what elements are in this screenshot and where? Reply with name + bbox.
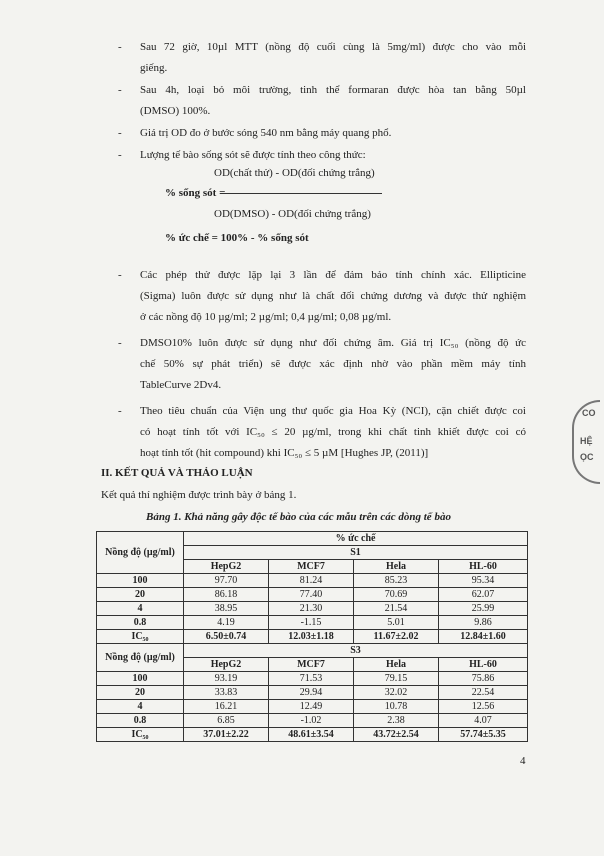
value-cell: 4.07 — [439, 714, 528, 728]
bullet-line: Sau 72 giờ, 10µl MTT (nồng độ cuối cùng là 5mg/ml) được cho vào mỗi — [140, 41, 526, 53]
value-cell: 70.69 — [354, 588, 439, 602]
value-cell: 12.49 — [269, 700, 354, 714]
column-header-cell: Hela — [354, 658, 439, 672]
value-cell: 57.74±5.35 — [439, 728, 528, 742]
concentration-cell: IC₅₀ — [97, 630, 184, 644]
table-row — [97, 714, 528, 728]
bullet-line: giếng. — [140, 62, 168, 74]
bullet-line: (DMSO) 100%. — [140, 105, 211, 117]
concentration-cell: 20 — [97, 686, 184, 700]
value-cell: 2.38 — [354, 714, 439, 728]
value-cell: 71.53 — [269, 672, 354, 686]
value-cell: 38.95 — [184, 602, 269, 616]
value-cell: 6.50±0.74 — [184, 630, 269, 644]
column-header-cell: Hela — [354, 560, 439, 574]
concentration-cell: 100 — [97, 672, 184, 686]
value-cell: 48.61±3.54 — [269, 728, 354, 742]
value-cell: 11.67±2.02 — [354, 630, 439, 644]
row-header-cell: Nồng độ (µg/ml) — [97, 532, 184, 574]
sample-header-cell: S1 — [184, 546, 528, 560]
column-header-cell: HepG2 — [184, 560, 269, 574]
stamp-text: ỌC — [580, 452, 594, 462]
value-cell: 43.72±2.54 — [354, 728, 439, 742]
column-header-cell: MCF7 — [269, 658, 354, 672]
value-cell: 21.54 — [354, 602, 439, 616]
bullet-line: ở các nồng độ 10 µg/ml; 2 µg/ml; 0,4 µg/ml; 0,08 µg/ml. — [140, 311, 392, 323]
concentration-cell: 4 — [97, 602, 184, 616]
value-cell: 32.02 — [354, 686, 439, 700]
table-row — [97, 602, 528, 616]
bullet-dash: - — [118, 127, 122, 139]
table-row — [97, 672, 528, 686]
value-cell: 81.24 — [269, 574, 354, 588]
row-header-cell: Nồng độ (µg/ml) — [97, 644, 184, 672]
sample-header-cell: S3 — [184, 644, 528, 658]
table-header-row — [97, 532, 528, 546]
column-header-cell: HepG2 — [184, 658, 269, 672]
group-header-cell: % ức chế — [184, 532, 528, 546]
value-cell: 37.01±2.22 — [184, 728, 269, 742]
table-caption: Bảng 1. Khả năng gây độc tế bào của các mẫu trên các dòng tế bào — [146, 511, 451, 523]
value-cell: 12.03±1.18 — [269, 630, 354, 644]
bullet-dash: - — [118, 41, 122, 53]
bullet-dash: - — [118, 149, 122, 161]
value-cell: 85.23 — [354, 574, 439, 588]
bullet-line: Các phép thử được lặp lại 3 lần để đảm bảo tính chính xác. Ellipticine — [140, 269, 526, 281]
value-cell: -1.15 — [269, 616, 354, 630]
value-cell: 33.83 — [184, 686, 269, 700]
table-header-row — [97, 644, 528, 658]
value-cell: 62.07 — [439, 588, 528, 602]
value-cell: 6.85 — [184, 714, 269, 728]
intro-text: Kết quả thí nghiệm được trình bày ở bảng 1. — [101, 489, 297, 501]
formula-numerator: OD(chất thử) - OD(đối chứng trắng) — [214, 167, 375, 179]
concentration-cell: 20 — [97, 588, 184, 602]
value-cell: 93.19 — [184, 672, 269, 686]
results-table — [96, 531, 528, 742]
concentration-cell: 0.8 — [97, 616, 184, 630]
value-cell: 95.34 — [439, 574, 528, 588]
bullet-dash: - — [118, 337, 122, 349]
formula-denominator: OD(DMSO) - OD(đối chứng trắng) — [214, 208, 371, 220]
bullet-line: (Sigma) luôn được sử dụng như là chất đối chứng dương và được thử nghiệm — [140, 290, 526, 302]
concentration-cell: 0.8 — [97, 714, 184, 728]
value-cell: 86.18 — [184, 588, 269, 602]
bullet-line: TableCurve 2Dv4. — [140, 379, 222, 391]
bullet-line: có hoạt tính tốt với IC₅₀ ≤ 20 µg/ml, trong khi chất tinh khiết được coi có — [140, 426, 526, 438]
value-cell: 5.01 — [354, 616, 439, 630]
value-cell: 75.86 — [439, 672, 528, 686]
column-header-cell: HL-60 — [439, 658, 528, 672]
bullet-line: chế 50% sự phát triển) sẽ được xác định nhờ vào phần mềm máy tính — [140, 358, 526, 370]
bullet-line: DMSO10% luôn được sử dụng như đối chứng âm. Giá trị IC₅₀ (nồng độ ức — [140, 337, 526, 349]
value-cell: 29.94 — [269, 686, 354, 700]
value-cell: 79.15 — [354, 672, 439, 686]
value-cell: -1.02 — [269, 714, 354, 728]
formula-inhibition: % ức chế = 100% - % sống sót — [165, 232, 309, 244]
concentration-cell: IC₅₀ — [97, 728, 184, 742]
value-cell: 12.56 — [439, 700, 528, 714]
table-row — [97, 574, 528, 588]
bullet-dash: - — [118, 405, 122, 417]
stamp-text: HỆ — [580, 436, 593, 446]
value-cell: 77.40 — [269, 588, 354, 602]
page-number: 4 — [520, 755, 526, 767]
table-row — [97, 588, 528, 602]
concentration-cell: 100 — [97, 574, 184, 588]
value-cell: 9.86 — [439, 616, 528, 630]
stamp-text: CO — [582, 408, 596, 418]
value-cell: 22.54 — [439, 686, 528, 700]
value-cell: 10.78 — [354, 700, 439, 714]
table-row — [97, 630, 528, 644]
table-row — [97, 700, 528, 714]
bullet-line: Sau 4h, loại bỏ môi trường, tinh thể formaran được hòa tan bằng 50µl — [140, 84, 526, 96]
fraction-bar — [220, 193, 382, 194]
bullet-line: Giá trị OD đo ở bước sóng 540 nm bằng máy quang phổ. — [140, 127, 392, 139]
bullet-line: Theo tiêu chuẩn của Viện ung thư quốc gia Hoa Kỳ (NCI), cặn chiết được coi — [140, 405, 526, 417]
value-cell: 97.70 — [184, 574, 269, 588]
bullet-line: hoạt tính tốt (hit compound) khi IC₅₀ ≤ 5 µM [Hughes JP, (2011)] — [140, 447, 429, 459]
value-cell: 25.99 — [439, 602, 528, 616]
formula-lhs: % sống sót = — [165, 187, 226, 199]
column-header-cell: MCF7 — [269, 560, 354, 574]
value-cell: 4.19 — [184, 616, 269, 630]
section-heading: II. KẾT QUẢ VÀ THẢO LUẬN — [101, 467, 253, 479]
bullet-dash: - — [118, 84, 122, 96]
value-cell: 12.84±1.60 — [439, 630, 528, 644]
value-cell: 16.21 — [184, 700, 269, 714]
table-row — [97, 616, 528, 630]
bullet-dash: - — [118, 269, 122, 281]
table-row — [97, 728, 528, 742]
stamp-seal — [572, 400, 600, 484]
concentration-cell: 4 — [97, 700, 184, 714]
column-header-cell: HL-60 — [439, 560, 528, 574]
bullet-line: Lượng tế bào sống sót sẽ được tính theo công thức: — [140, 149, 366, 161]
value-cell: 21.30 — [269, 602, 354, 616]
table-row — [97, 686, 528, 700]
